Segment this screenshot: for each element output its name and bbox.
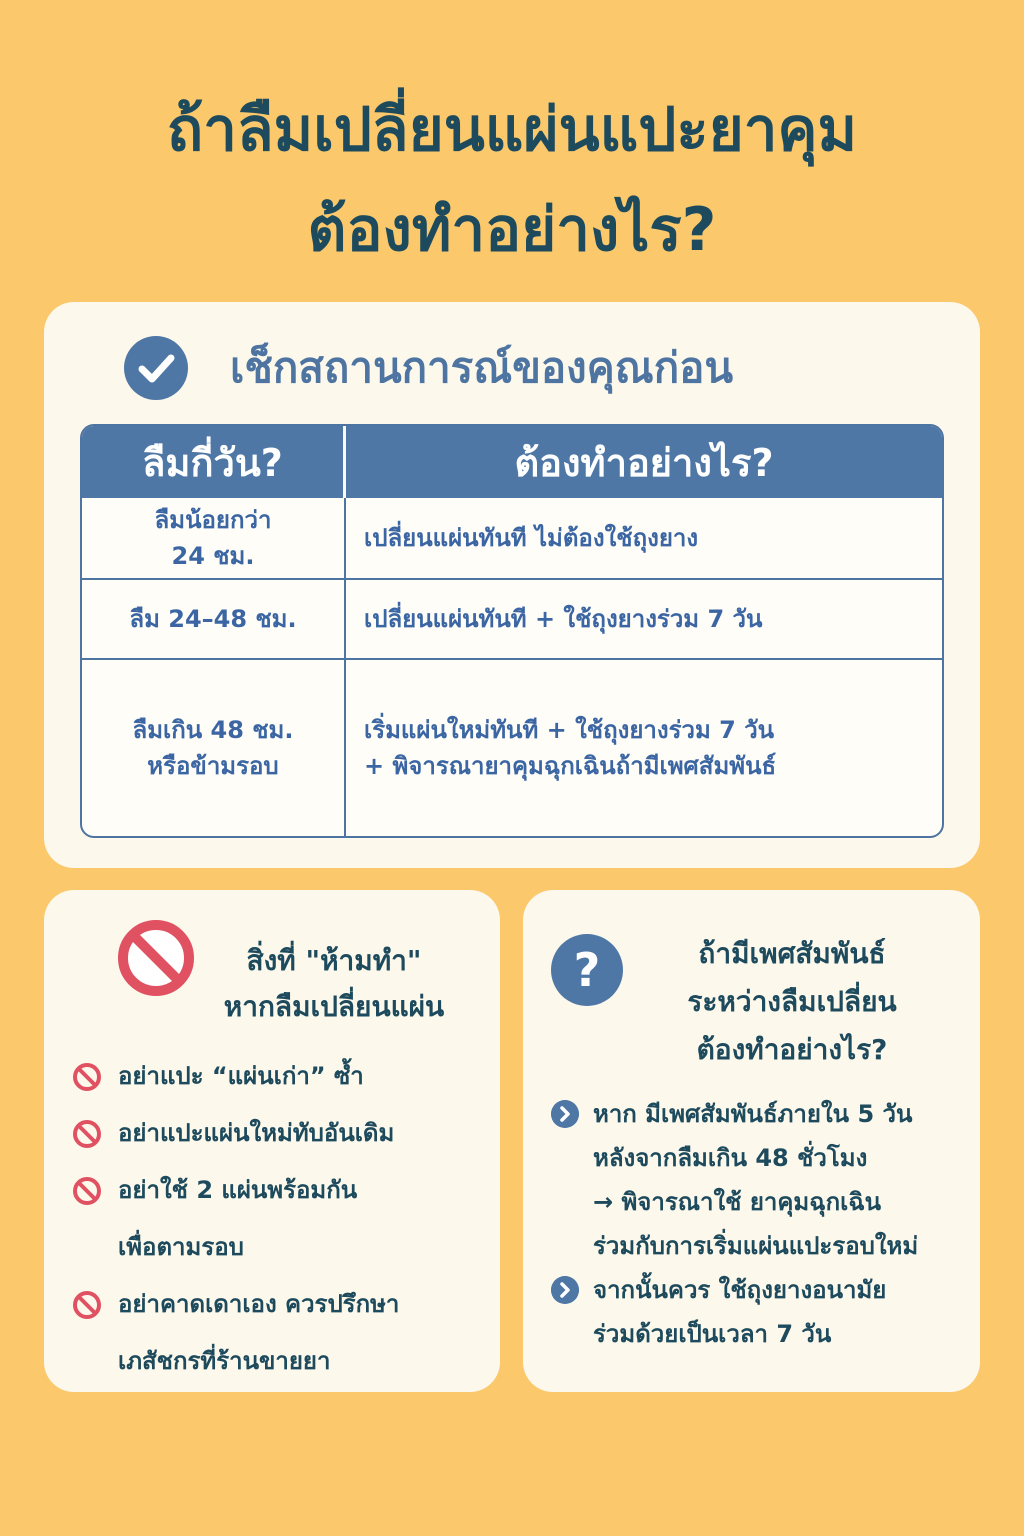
prohibit-icon [72,1119,102,1149]
dont-text: เพื่อตามรอบ [118,1233,244,1261]
header-action: ต้องทำอย่างไร? [514,440,774,485]
list-item [72,1276,492,1390]
list-item [551,1268,971,1356]
sex-card [523,890,980,1392]
table-row [82,578,942,658]
dont-text: อย่าใช้ 2 แผ่นพร้อมกัน [118,1176,358,1204]
table-row [82,498,942,578]
when-line: ลืมน้อยกว่า [154,506,272,534]
dont-text: อย่าแปะ “แผ่นเก่า” ซ้ำ [118,1062,364,1090]
sex-heading [627,930,957,1074]
answer-text: → พิจารณาใช้ ยาคุมฉุกเฉิน [593,1188,882,1216]
answer-text: จากนั้นควร ใช้ถุงยางอนามัย [593,1276,887,1304]
action-line: เปลี่ยนแผ่นทันที ไม่ต้องใช้ถุงยาง [364,524,699,552]
page-title [0,80,1024,280]
prohibit-icon [72,1290,102,1320]
sex-heading-line: ระหว่างลืมเปลี่ยน [687,985,897,1018]
list-item [72,1162,492,1276]
action-line: เปลี่ยนแผ่นทันที + ใช้ถุงยางร่วม 7 วัน [364,605,763,633]
chevron-right-icon [551,1276,579,1304]
prohibit-icon [72,1062,102,1092]
row-action [346,580,942,658]
table-row [82,658,942,836]
answer-text: หาก มีเพศสัมพันธ์ภายใน 5 วัน [593,1100,913,1128]
when-line: ลืมเกิน 48 ชม. [132,716,294,744]
action-line: + พิจารณายาคุมฉุกเฉินถ้ามีเพศสัมพันธ์ [364,752,777,780]
answer-text: ร่วมกับการเริ่มแผ่นแปะรอบใหม่ [593,1232,919,1260]
sex-heading-line: ต้องทำอย่างไร? [696,1033,888,1066]
table-header [82,426,942,498]
row-when [82,660,346,836]
chevron-right-icon [551,1100,579,1128]
list-item [72,1048,492,1105]
question-icon: ? [551,934,623,1006]
row-when [82,580,346,658]
dont-heading [174,938,494,1030]
prohibit-icon [72,1176,102,1206]
dont-text: เภสัชกรที่ร้านขายยา [118,1347,331,1375]
answer-text: ร่วมด้วยเป็นเวลา 7 วัน [593,1320,832,1348]
header-when: ลืมกี่วัน? [82,426,346,498]
action-line: เริ่มแผ่นใหม่ทันที + ใช้ถุงยางร่วม 7 วัน [364,716,775,744]
action-table [80,424,944,838]
row-action [346,660,942,836]
check-icon [124,336,188,400]
dont-heading-line: หากลืมเปลี่ยนแผ่น [223,990,445,1023]
sex-heading-line: ถ้ามีเพศสัมพันธ์ [698,937,886,970]
row-when [82,498,346,578]
list-item [72,1105,492,1162]
when-line: หรือข้ามรอบ [147,752,279,780]
title-line-2: ต้องทำอย่างไร? [307,195,717,265]
situation-heading: เช็กสถานการณ์ของคุณก่อน [230,343,734,392]
dont-text: อย่าคาดเดาเอง ควรปรึกษา [118,1290,400,1318]
when-line: 24 ชม. [171,542,255,570]
answer-text: หลังจากลืมเกิน 48 ชั่วโมง [593,1144,868,1172]
when-line: ลืม 24–48 ชม. [129,605,297,633]
dont-heading-line: สิ่งที่ "ห้ามทำ" [246,944,422,977]
dont-card [44,890,500,1392]
row-action [346,498,942,578]
title-line-1: ถ้าลืมเปลี่ยนแผ่นแปะยาคุม [166,95,858,165]
dont-list [72,1048,492,1390]
situation-card [44,302,980,868]
list-item [551,1092,971,1268]
dont-text: อย่าแปะแผ่นใหม่ทับอันเดิม [118,1119,395,1147]
answer-list [551,1092,971,1356]
